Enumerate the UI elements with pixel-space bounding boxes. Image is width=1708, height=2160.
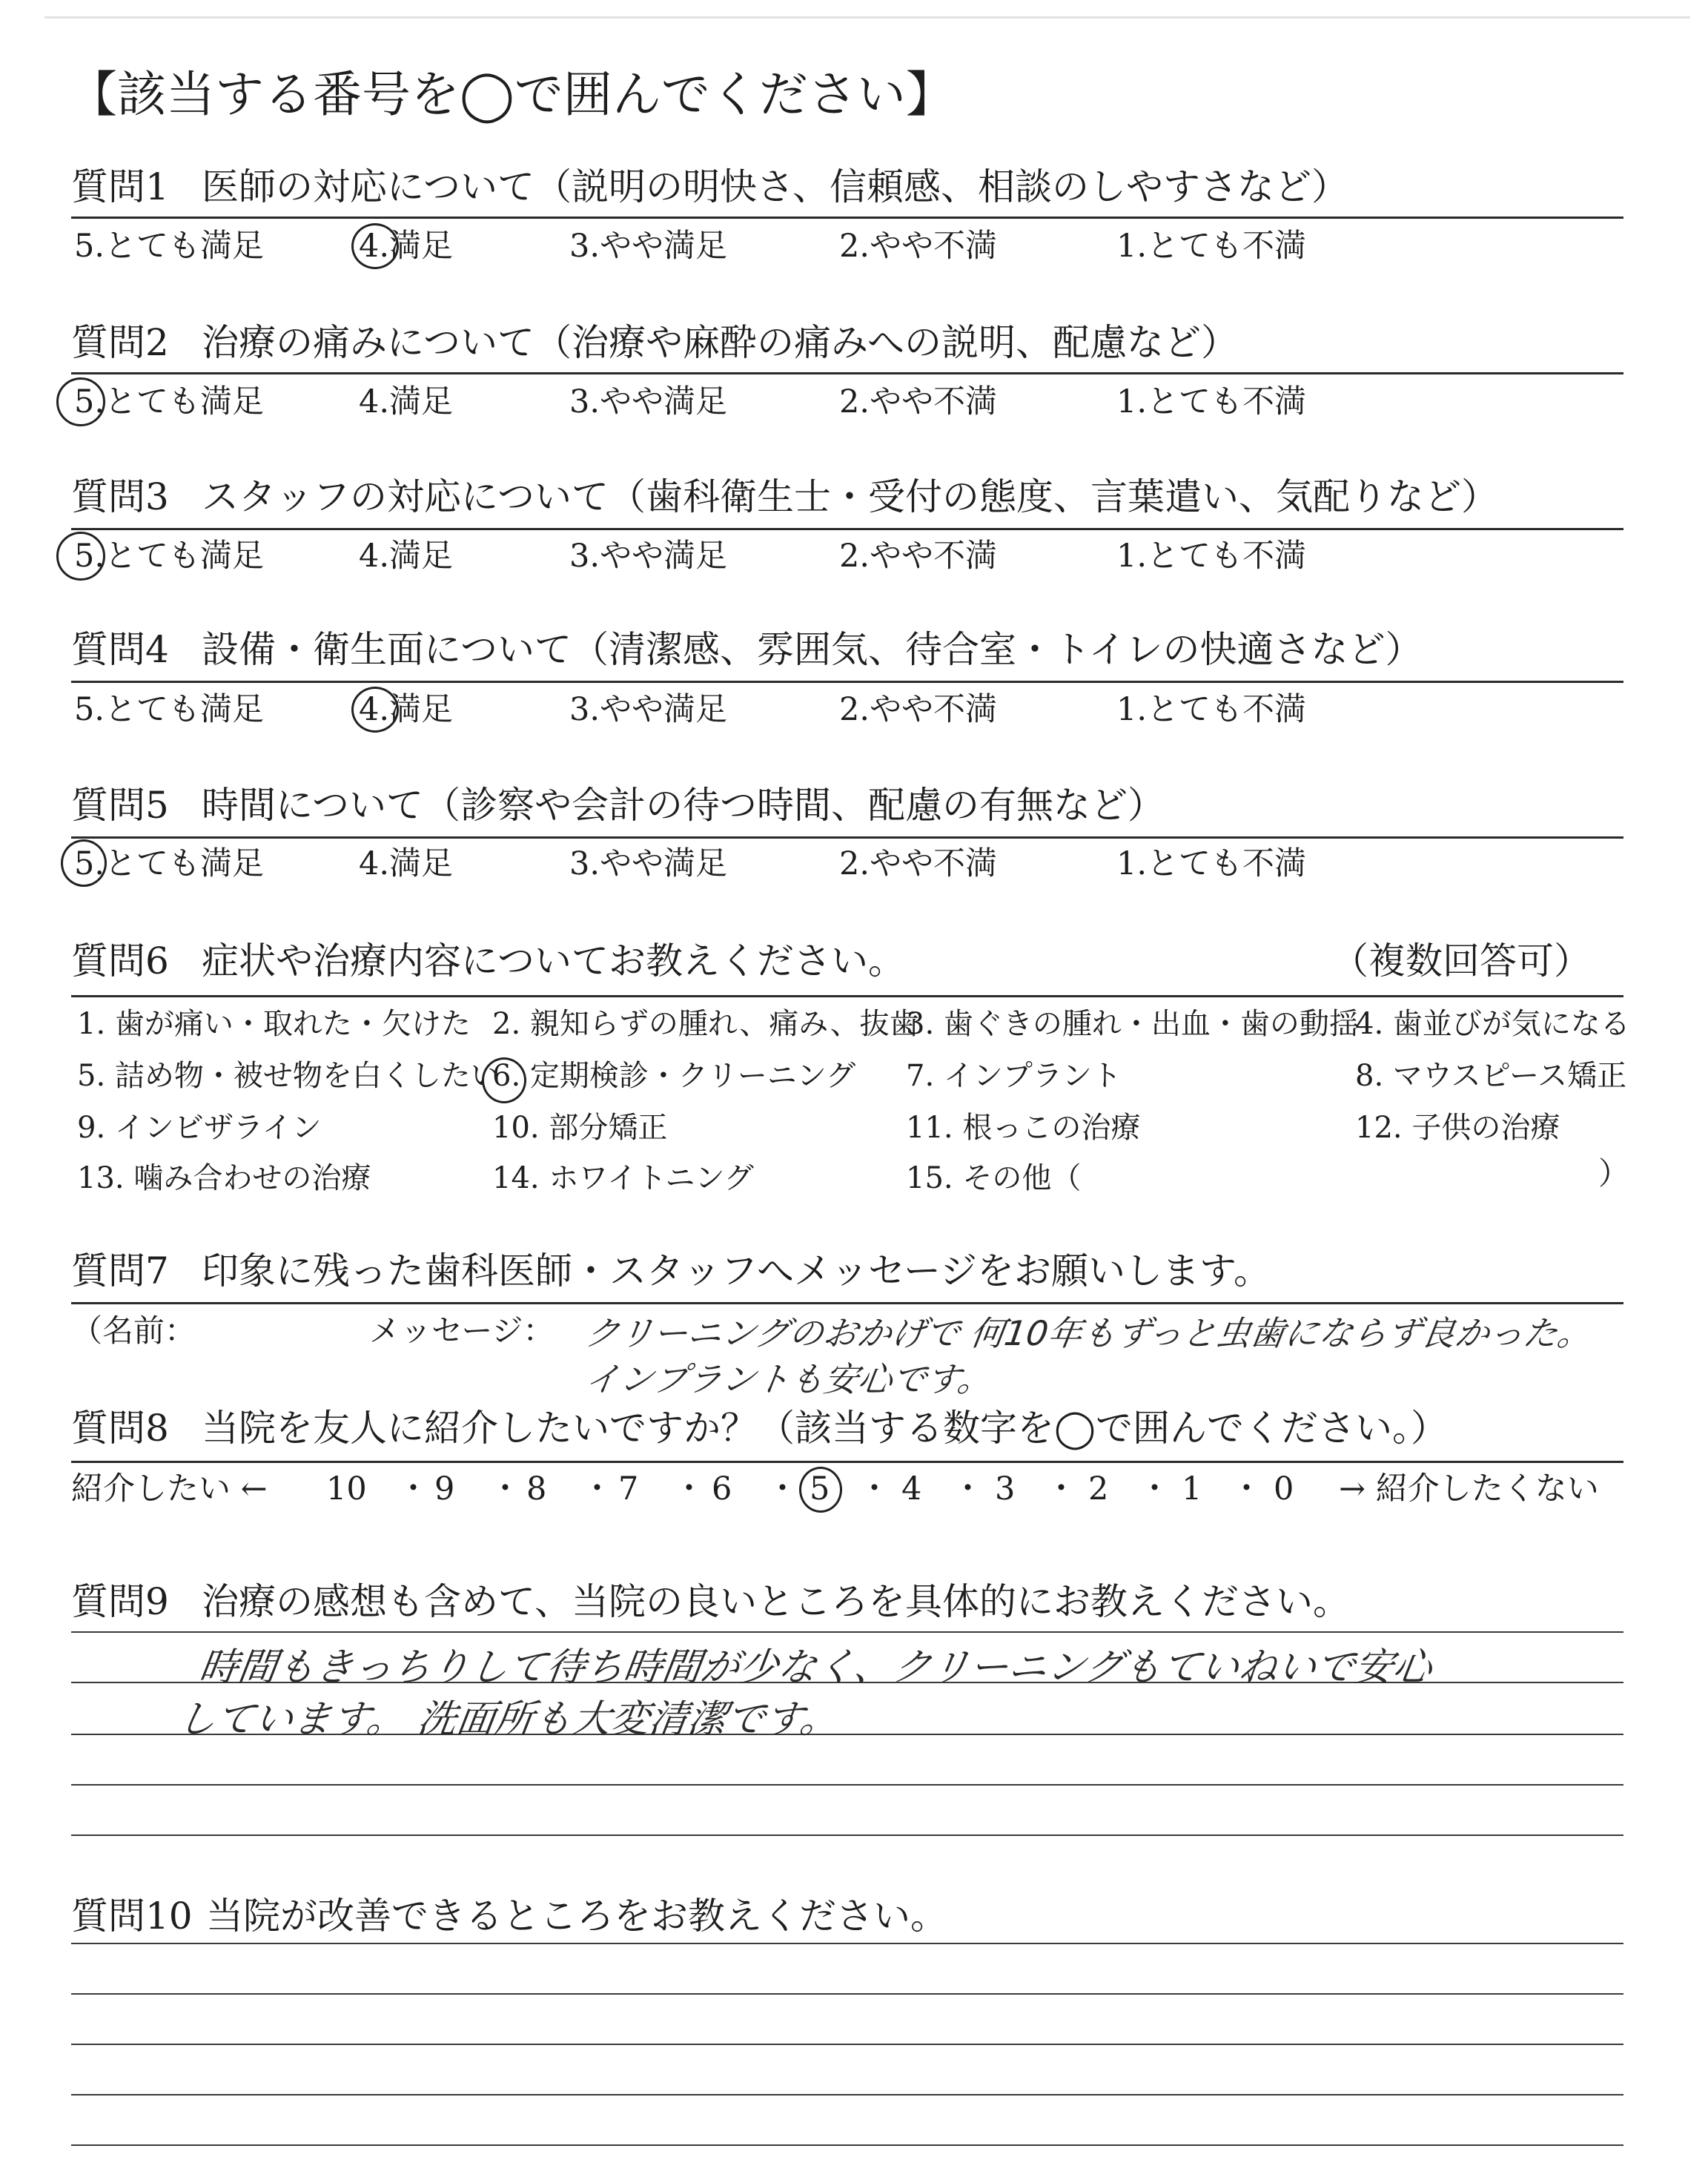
treatment-option-4[interactable]: 4. 歯並びが気になる — [1355, 1007, 1630, 1041]
selected-circle-mark — [56, 532, 105, 581]
option-3[interactable]: 3.やや満足 — [569, 228, 728, 265]
question-rule — [71, 372, 1623, 374]
option-4[interactable]: 4.満足 — [359, 538, 454, 575]
option-2[interactable]: 2.やや不満 — [839, 845, 998, 882]
selected-circle-mark — [799, 1467, 842, 1513]
question-text: 医師の対応について（説明の明快さ、信頼感、相談のしやすさなど） — [202, 165, 1348, 208]
option-3[interactable]: 3.やや満足 — [569, 538, 728, 575]
option-4[interactable]: 4.満足 — [359, 383, 454, 420]
rating-options — [74, 226, 1557, 266]
option-1[interactable]: 1.とても不満 — [1116, 845, 1307, 882]
option-4[interactable]: 4.満足 — [359, 228, 454, 265]
treatment-option-2[interactable]: 2. 親知らずの腫れ、痛み、抜歯 — [492, 1007, 919, 1041]
question-number: 質問7 — [71, 1249, 169, 1292]
question-rule — [71, 681, 1623, 683]
answer-line — [71, 1784, 1623, 1786]
question-3 — [71, 472, 1628, 524]
option-1[interactable]: 1.とても不満 — [1116, 228, 1307, 265]
page-title: 【該当する番号を◯で囲んでください】 — [68, 66, 955, 123]
scale-dot: ・ — [581, 1470, 613, 1507]
rating-options — [74, 690, 1557, 730]
treatment-option-14[interactable]: 14. ホワイトニング — [492, 1161, 754, 1195]
option-1[interactable]: 1.とても不満 — [1116, 538, 1307, 575]
selected-circle-mark — [61, 839, 107, 887]
question-number: 質問1 — [71, 165, 169, 208]
question-text: 治療の感想も含めて、当院の良いところを具体的にお教えください。 — [202, 1580, 1350, 1623]
question-5 — [71, 780, 1628, 832]
scale-value-0[interactable]: 0 — [1274, 1470, 1294, 1507]
treatment-option-7[interactable]: 7. インプラント — [906, 1059, 1122, 1093]
scale-dot: ・ — [673, 1470, 705, 1507]
handwritten-message-line-1: クリーニングのおかげで 何10年もずっと虫歯にならず良かった。 — [582, 1313, 1595, 1353]
question-1 — [71, 162, 1628, 214]
option-5[interactable]: 5.とても満足 — [74, 691, 265, 728]
recommend-scale — [71, 1468, 1643, 1513]
scale-dot: ・ — [1045, 1470, 1077, 1507]
treatment-option-1[interactable]: 1. 歯が痛い・取れた・欠けた — [77, 1007, 471, 1041]
scale-dot: ・ — [952, 1470, 984, 1507]
question-rule — [71, 1461, 1623, 1463]
answer-line — [71, 2144, 1623, 2146]
option-3[interactable]: 3.やや満足 — [569, 691, 728, 728]
treatment-option-13[interactable]: 13. 噛み合わせの治療 — [77, 1161, 371, 1195]
question-text: 設備・衛生面について（清潔感、雰囲気、待合室・トイレの快適さなど） — [202, 628, 1423, 671]
question-number: 質問5 — [71, 784, 169, 827]
answer-line — [71, 2044, 1623, 2045]
scale-left-label: 紹介したい ← — [71, 1470, 268, 1507]
scale-value-7[interactable]: 7 — [618, 1470, 639, 1507]
option-1[interactable]: 1.とても不満 — [1116, 691, 1307, 728]
question-rule — [71, 995, 1623, 997]
handwritten-message-line-2: インプラントも安心です。 — [582, 1359, 995, 1399]
scale-value-9[interactable]: 9 — [434, 1470, 455, 1507]
question-text: 治療の痛みについて（治療や麻酔の痛みへの説明、配慮など） — [202, 321, 1238, 364]
scale-dot: ・ — [489, 1470, 521, 1507]
question-4 — [71, 624, 1628, 676]
answer-line — [71, 1943, 1623, 1944]
question-rule — [71, 1302, 1623, 1304]
question-rule — [71, 217, 1623, 219]
question-number: 質問10 — [71, 1895, 193, 1938]
message-label: メッセージ： — [369, 1312, 555, 1349]
treatment-option-8[interactable]: 8. マウスピース矯正 — [1355, 1059, 1627, 1093]
scale-dot: ・ — [397, 1470, 429, 1507]
question-10 — [71, 1891, 1628, 1943]
question-number: 質問3 — [71, 475, 169, 518]
question-text: 時間について（診察や会計の待つ時間、配慮の有無など） — [202, 784, 1165, 827]
option-4[interactable]: 4.満足 — [359, 691, 454, 728]
question-number: 質問8 — [71, 1407, 169, 1450]
treatment-option-12[interactable]: 12. 子供の治療 — [1355, 1111, 1560, 1145]
scale-value-6[interactable]: 6 — [712, 1470, 732, 1507]
question-rule — [71, 528, 1623, 530]
option-3[interactable]: 3.やや満足 — [569, 845, 728, 882]
option-2[interactable]: 2.やや不満 — [839, 228, 998, 265]
answer-line — [71, 2094, 1623, 2095]
treatment-option-6[interactable]: 6. 定期検診・クリーニング — [492, 1059, 856, 1093]
treatment-option-15[interactable]: 15. その他（ — [906, 1161, 1082, 1195]
option-5[interactable]: 5.とても満足 — [74, 228, 265, 265]
option-3[interactable]: 3.やや満足 — [569, 383, 728, 420]
question-2 — [71, 317, 1628, 369]
question-number: 質問4 — [71, 628, 169, 671]
rating-options — [74, 844, 1557, 884]
question-rule — [71, 836, 1623, 839]
option-1[interactable]: 1.とても不満 — [1116, 383, 1307, 420]
scale-value-1[interactable]: 1 — [1182, 1470, 1202, 1507]
option-2[interactable]: 2.やや不満 — [839, 383, 998, 420]
multiple-answers-note: （複数回答可） — [1331, 939, 1591, 982]
question-text: 印象に残った歯科医師・スタッフへメッセージをお願いします。 — [202, 1249, 1271, 1292]
option-2[interactable]: 2.やや不満 — [839, 538, 998, 575]
scale-dot: ・ — [1139, 1470, 1171, 1507]
scale-value-8[interactable]: 8 — [526, 1470, 547, 1507]
answer-line — [71, 1834, 1623, 1836]
treatment-option-5[interactable]: 5. 詰め物・被せ物を白くしたい — [77, 1059, 500, 1093]
answer-line — [71, 1631, 1623, 1633]
handwritten-answer-line-2: しています。 洗面所も大変清潔です。 — [174, 1697, 842, 1742]
scale-right-label: → 紹介したくない — [1339, 1470, 1599, 1507]
scale-dot: ・ — [767, 1470, 798, 1507]
option-5[interactable]: 5.とても満足 — [74, 538, 265, 575]
question-8 — [71, 1403, 1628, 1455]
rating-options — [74, 382, 1557, 422]
question-number: 質問6 — [71, 939, 169, 982]
question-9 — [71, 1576, 1628, 1628]
question-text: スタッフの対応について（歯科衛生士・受付の態度、言葉遣い、気配りなど） — [202, 475, 1498, 518]
selected-circle-mark — [351, 687, 399, 733]
handwritten-answer-line-1: 時間もきっちりして待ち時間が少なく、クリーニングもていねいで安心 — [196, 1645, 1435, 1690]
treatment-option-10[interactable]: 10. 部分矯正 — [492, 1111, 668, 1145]
selected-circle-mark — [56, 377, 105, 426]
option-5[interactable]: 5.とても満足 — [74, 383, 265, 420]
treatment-option-11[interactable]: 11. 根っこの治療 — [906, 1111, 1141, 1145]
option-2[interactable]: 2.やや不満 — [839, 691, 998, 728]
scale-dot: ・ — [858, 1470, 890, 1507]
question-number: 質問2 — [71, 321, 169, 364]
selected-circle-mark — [351, 223, 399, 269]
question-text: 症状や治療内容についてお教えください。 — [202, 939, 905, 982]
scale-dot: ・ — [1231, 1470, 1262, 1507]
name-label: （名前： — [71, 1312, 196, 1349]
question-7 — [71, 1246, 1628, 1298]
rating-options — [74, 536, 1557, 576]
treatment-options-grid — [77, 998, 1634, 1206]
question-6 — [71, 936, 1628, 988]
option-4[interactable]: 4.満足 — [359, 845, 454, 882]
scale-value-4[interactable]: 4 — [901, 1470, 922, 1507]
treatment-option-3[interactable]: 3. 歯ぐきの腫れ・出血・歯の動揺 — [906, 1007, 1359, 1041]
scale-value-3[interactable]: 3 — [995, 1470, 1016, 1507]
selected-circle-mark — [482, 1057, 526, 1103]
scale-value-10[interactable]: 10 — [326, 1470, 367, 1507]
option-5[interactable]: 5.とても満足 — [74, 845, 265, 882]
question-text: 当院を友人に紹介したいですか？（該当する数字を◯で囲んでください。） — [202, 1407, 1448, 1450]
other-close-paren: ） — [1598, 1155, 1630, 1192]
treatment-option-9[interactable]: 9. インビザライン — [77, 1111, 322, 1145]
question-text: 当院が改善できるところをお教えください。 — [206, 1895, 947, 1938]
scale-value-5[interactable]: 5 — [810, 1470, 830, 1507]
top-border — [44, 16, 1690, 19]
scale-value-2[interactable]: 2 — [1088, 1470, 1109, 1507]
question-number: 質問9 — [71, 1580, 169, 1623]
answer-line — [71, 1993, 1623, 1995]
